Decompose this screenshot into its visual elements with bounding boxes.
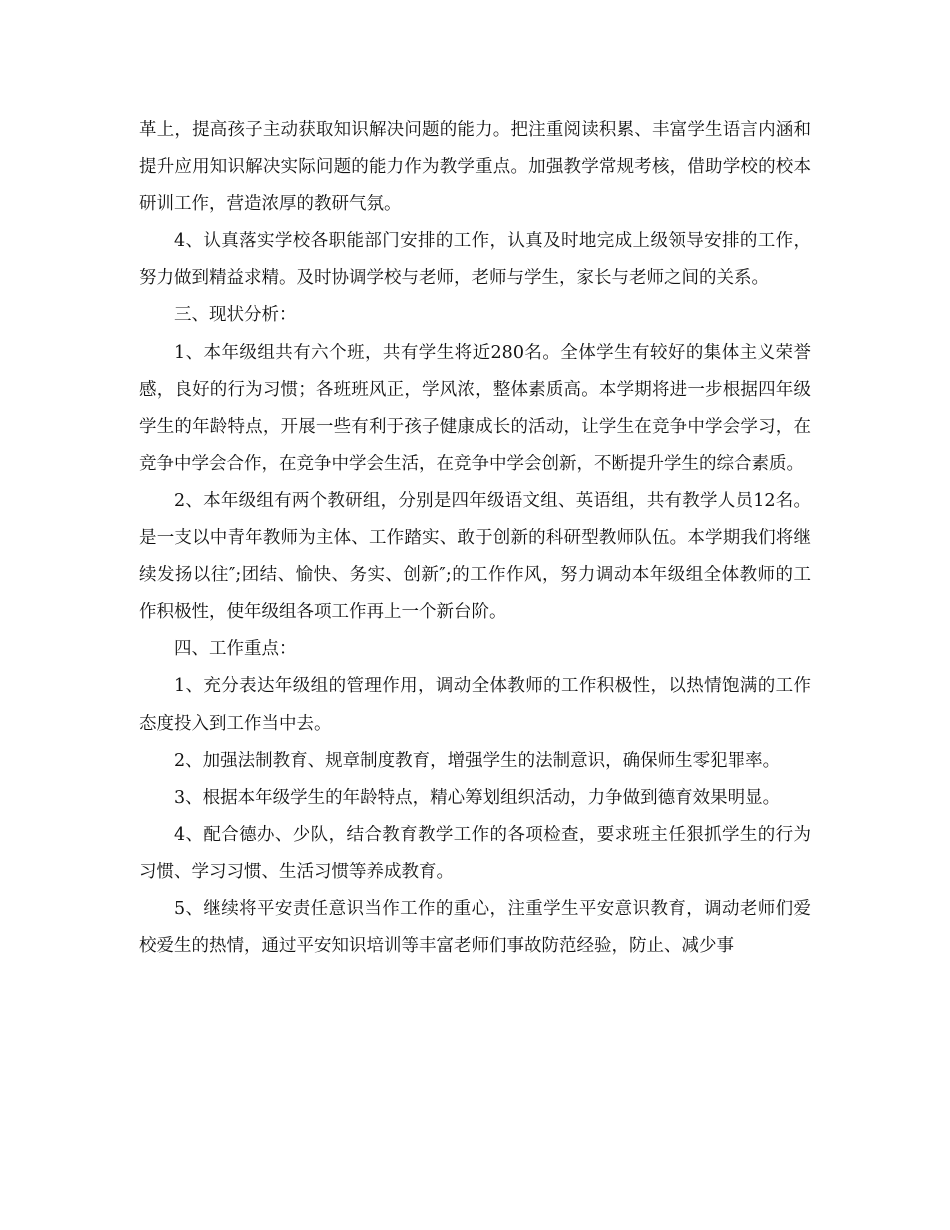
paragraph-priority-3-activities: 3、根据本年级学生的年龄特点，精心筹划组织活动，力争做到德育效果明显。 xyxy=(174,787,781,808)
paragraph-priority-1-management: 1、充分表达年级组的管理作用，调动全体教师的工作积极性，以热情饱满的工作态度投入到工作当中去。 xyxy=(139,676,811,734)
paragraph-teaching-focus-continued: 革上，提高孩子主动获取知识解决问题的能力。把注重阅读积累、丰富学生语言内涵和提升应用知识解决实际问题的能力作为教学重点。加强教学常规考核，借助学校的校本研训工作，营造浓厚的教研气氛。 xyxy=(139,120,811,215)
paragraph-item-1-classes: 1、本年级组共有六个班，共有学生将近280名。全体学生有较好的集体主义荣誉感，良好的行为习惯；各班班风正，学风浓，整体素质高。本学期将进一步根据四年级学生的年龄特点，开展一些有利于孩子健康成长的活动，让学生在竞争中学会学习，在竞争中学会合作，在竞争中学会生活，在竞争中学会创新，不断提升学生的综合素质。 xyxy=(139,342,811,474)
paragraph-item-2-teaching-groups: 2、本年级组有两个教研组，分别是四年级语文组、英语组，共有教学人员12名。是一支以中青年教师为主体、工作踏实、敢于创新的科研型教师队伍。本学期我们将继续发扬以往″;团结、愉快、务实、创新″;的工作作风，努力调动本年级组全体教师的工作积极性，使年级组各项工作再上一个新台阶。 xyxy=(139,490,811,623)
paragraph-priority-4-habits: 4、配合德办、少队，结合教育教学工作的各项检查，要求班主任狠抓学生的行为习惯、学习习惯、生活习惯等养成教育。 xyxy=(139,824,811,882)
section-heading-status-analysis: 三、现状分析： xyxy=(174,305,297,326)
document-body xyxy=(139,112,811,965)
section-heading-work-priorities: 四、工作重点： xyxy=(174,639,297,660)
paragraph-priority-2-legal-education: 2、加强法制教育、规章制度教育，增强学生的法制意识，确保师生零犯罪率。 xyxy=(174,750,781,771)
paragraph-item-4-coordination: 4、认真落实学校各职能部门安排的工作，认真及时地完成上级领导安排的工作，努力做到精益求精。及时协调学校与老师，老师与学生，家长与老师之间的关系。 xyxy=(139,231,811,289)
paragraph-priority-5-safety: 5、继续将平安责任意识当作工作的重心，注重学生平安意识教育，调动老师们爱校爱生的热情，通过平安知识培训等丰富老师们事故防范经验，防止、减少事 xyxy=(139,898,811,957)
